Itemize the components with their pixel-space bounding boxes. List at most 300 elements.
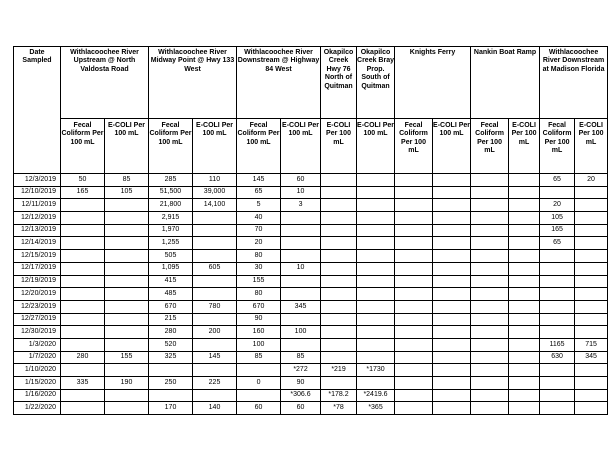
value-cell — [281, 275, 321, 288]
value-cell: 670 — [237, 300, 281, 313]
sampling-results-table — [13, 46, 608, 415]
value-cell: 65 — [237, 186, 281, 199]
value-cell: 280 — [149, 326, 193, 339]
value-cell: 1,970 — [149, 224, 193, 237]
table-row — [14, 186, 608, 199]
value-cell — [433, 199, 471, 212]
value-cell — [105, 326, 149, 339]
value-cell — [433, 237, 471, 250]
value-cell — [509, 174, 540, 187]
value-cell — [471, 313, 509, 326]
value-cell — [395, 212, 433, 225]
value-cell — [61, 364, 105, 377]
value-cell — [575, 326, 608, 339]
value-cell: *306.6 — [281, 389, 321, 402]
value-cell — [193, 364, 237, 377]
value-cell: 145 — [237, 174, 281, 187]
value-cell — [540, 364, 575, 377]
value-cell — [357, 288, 395, 301]
value-cell — [433, 262, 471, 275]
value-cell — [509, 237, 540, 250]
site-header-north-valdosta: Withlacoochee River Upstream @ North Valdosta Road — [61, 47, 149, 119]
value-cell — [540, 402, 575, 415]
value-cell — [61, 338, 105, 351]
value-cell — [575, 262, 608, 275]
date-cell: 12/12/2019 — [14, 212, 61, 225]
value-cell — [575, 186, 608, 199]
table-row — [14, 237, 608, 250]
value-cell — [575, 275, 608, 288]
value-cell — [575, 288, 608, 301]
value-cell: 20 — [540, 199, 575, 212]
value-cell — [357, 377, 395, 390]
date-cell: 12/10/2019 — [14, 186, 61, 199]
value-cell — [509, 402, 540, 415]
value-cell: 5 — [237, 199, 281, 212]
value-cell — [433, 338, 471, 351]
value-cell — [321, 300, 357, 313]
value-cell — [357, 237, 395, 250]
value-cell: 140 — [193, 402, 237, 415]
value-cell — [471, 377, 509, 390]
value-cell — [471, 212, 509, 225]
date-cell: 1/7/2020 — [14, 351, 61, 364]
value-cell — [395, 326, 433, 339]
date-cell: 12/17/2019 — [14, 262, 61, 275]
value-cell: 110 — [193, 174, 237, 187]
value-cell — [105, 288, 149, 301]
value-cell — [281, 338, 321, 351]
value-cell — [105, 313, 149, 326]
value-cell — [509, 262, 540, 275]
value-cell — [357, 224, 395, 237]
value-cell — [321, 262, 357, 275]
value-cell — [471, 199, 509, 212]
table-row — [14, 288, 608, 301]
value-cell — [105, 402, 149, 415]
value-cell — [575, 389, 608, 402]
value-cell — [321, 288, 357, 301]
value-cell — [433, 377, 471, 390]
measure-header: Fecal Coliform Per 100 mL — [61, 119, 105, 174]
value-cell: 215 — [149, 313, 193, 326]
value-cell: *272 — [281, 364, 321, 377]
value-cell — [357, 300, 395, 313]
value-cell: 10 — [281, 262, 321, 275]
value-cell — [395, 224, 433, 237]
value-cell — [321, 212, 357, 225]
value-cell — [575, 364, 608, 377]
value-cell — [281, 224, 321, 237]
date-cell: 1/10/2020 — [14, 364, 61, 377]
value-cell — [395, 364, 433, 377]
value-cell — [471, 288, 509, 301]
value-cell: 630 — [540, 351, 575, 364]
table-row — [14, 300, 608, 313]
value-cell — [193, 250, 237, 263]
measure-header: E-COLI Per 100 mL — [509, 119, 540, 174]
measure-header: E-COLI Per 100 mL — [281, 119, 321, 174]
measure-header: Fecal Coliform Per 100 mL — [237, 119, 281, 174]
measure-header: Fecal Coliform Per 100 mL — [149, 119, 193, 174]
value-cell — [395, 338, 433, 351]
value-cell — [540, 250, 575, 263]
site-header-okapilco-hwy-76: Okapilco Creek Hwy 76 North of Quitman — [321, 47, 357, 119]
value-cell: 190 — [105, 377, 149, 390]
date-cell: 1/16/2020 — [14, 389, 61, 402]
value-cell — [321, 224, 357, 237]
value-cell — [433, 402, 471, 415]
value-cell — [105, 275, 149, 288]
value-cell: 85 — [237, 351, 281, 364]
value-cell — [357, 250, 395, 263]
value-cell — [193, 275, 237, 288]
value-cell — [509, 250, 540, 263]
value-cell — [433, 364, 471, 377]
value-cell — [193, 224, 237, 237]
table-row — [14, 377, 608, 390]
value-cell — [105, 224, 149, 237]
value-cell: 90 — [237, 313, 281, 326]
value-cell — [509, 326, 540, 339]
value-cell — [61, 199, 105, 212]
value-cell — [575, 212, 608, 225]
value-cell: 85 — [105, 174, 149, 187]
value-cell: 1,255 — [149, 237, 193, 250]
value-cell — [395, 186, 433, 199]
value-cell: 1,095 — [149, 262, 193, 275]
value-cell — [433, 212, 471, 225]
value-cell — [540, 326, 575, 339]
value-cell — [540, 275, 575, 288]
value-cell — [471, 351, 509, 364]
date-cell: 1/22/2020 — [14, 402, 61, 415]
value-cell — [433, 389, 471, 402]
value-cell: 80 — [237, 288, 281, 301]
site-header-knights-ferry: Knights Ferry — [395, 47, 471, 119]
value-cell — [471, 237, 509, 250]
table-row — [14, 326, 608, 339]
value-cell — [395, 402, 433, 415]
date-cell: 12/27/2019 — [14, 313, 61, 326]
value-cell: *219 — [321, 364, 357, 377]
value-cell: 51,500 — [149, 186, 193, 199]
value-cell — [575, 237, 608, 250]
value-cell — [471, 402, 509, 415]
value-cell: 40 — [237, 212, 281, 225]
value-cell: 225 — [193, 377, 237, 390]
table-row — [14, 313, 608, 326]
value-cell: 345 — [281, 300, 321, 313]
value-cell: 60 — [281, 402, 321, 415]
value-cell — [357, 174, 395, 187]
value-cell — [433, 224, 471, 237]
table-row — [14, 351, 608, 364]
site-header-nankin-boat-ramp: Nankin Boat Ramp — [471, 47, 540, 119]
site-header-highway-84: Withlacoochee River Downstream @ Highway 84 West — [237, 47, 321, 119]
value-cell — [357, 326, 395, 339]
value-cell — [105, 262, 149, 275]
value-cell — [433, 250, 471, 263]
value-cell — [395, 174, 433, 187]
table-row — [14, 224, 608, 237]
value-cell — [433, 313, 471, 326]
value-cell: 0 — [237, 377, 281, 390]
sampling-results-sheet — [13, 46, 608, 415]
value-cell — [61, 326, 105, 339]
date-cell: 12/23/2019 — [14, 300, 61, 313]
value-cell — [509, 389, 540, 402]
value-cell — [357, 199, 395, 212]
date-column-header: Date Sampled — [14, 47, 61, 174]
value-cell: 170 — [149, 402, 193, 415]
value-cell: 145 — [193, 351, 237, 364]
measure-header: E-COLI Per 100 mL — [321, 119, 357, 174]
value-cell: *2419.6 — [357, 389, 395, 402]
value-cell — [281, 288, 321, 301]
value-cell — [61, 262, 105, 275]
value-cell — [61, 402, 105, 415]
value-cell: 21,800 — [149, 199, 193, 212]
value-cell — [471, 389, 509, 402]
value-cell: 165 — [61, 186, 105, 199]
value-cell: *178.2 — [321, 389, 357, 402]
value-cell — [509, 212, 540, 225]
value-cell — [193, 313, 237, 326]
value-cell — [237, 389, 281, 402]
date-cell: 12/15/2019 — [14, 250, 61, 263]
value-cell — [395, 288, 433, 301]
value-cell: 165 — [540, 224, 575, 237]
value-cell — [321, 199, 357, 212]
value-cell: 155 — [237, 275, 281, 288]
value-cell — [237, 364, 281, 377]
value-cell — [357, 338, 395, 351]
value-cell — [471, 275, 509, 288]
value-cell — [61, 313, 105, 326]
value-cell — [395, 250, 433, 263]
measure-header: Fecal Coliform Per 100 mL — [395, 119, 433, 174]
value-cell: 14,100 — [193, 199, 237, 212]
table-row — [14, 389, 608, 402]
value-cell: 65 — [540, 174, 575, 187]
value-cell — [149, 389, 193, 402]
value-cell — [105, 338, 149, 351]
value-cell — [540, 186, 575, 199]
value-cell — [575, 224, 608, 237]
table-row — [14, 364, 608, 377]
value-cell — [395, 199, 433, 212]
value-cell: 100 — [281, 326, 321, 339]
value-cell — [61, 250, 105, 263]
value-cell — [540, 313, 575, 326]
value-cell — [105, 250, 149, 263]
value-cell: 105 — [540, 212, 575, 225]
value-cell — [321, 250, 357, 263]
date-cell: 1/15/2020 — [14, 377, 61, 390]
table-row — [14, 199, 608, 212]
value-cell: 105 — [105, 186, 149, 199]
value-cell — [471, 186, 509, 199]
value-cell: 155 — [105, 351, 149, 364]
value-cell — [105, 212, 149, 225]
value-cell — [471, 326, 509, 339]
value-cell — [193, 288, 237, 301]
value-cell — [540, 300, 575, 313]
value-cell — [575, 402, 608, 415]
table-row — [14, 402, 608, 415]
value-cell — [281, 313, 321, 326]
value-cell: 780 — [193, 300, 237, 313]
value-cell — [61, 275, 105, 288]
value-cell: *1730 — [357, 364, 395, 377]
value-cell — [357, 313, 395, 326]
value-cell — [61, 288, 105, 301]
value-cell: 70 — [237, 224, 281, 237]
table-row — [14, 174, 608, 187]
measure-header: E-COLI Per 100 mL — [575, 119, 608, 174]
date-cell: 1/3/2020 — [14, 338, 61, 351]
value-cell — [281, 212, 321, 225]
measure-header: Fecal Coliform Per 100 mL — [540, 119, 575, 174]
value-cell — [395, 377, 433, 390]
site-header-madison-florida: Withlacoochee River Downstream at Madison Florida — [540, 47, 608, 119]
value-cell — [575, 199, 608, 212]
value-cell — [61, 224, 105, 237]
value-cell — [433, 288, 471, 301]
value-cell: 160 — [237, 326, 281, 339]
value-cell — [509, 364, 540, 377]
value-cell — [575, 313, 608, 326]
value-cell — [509, 186, 540, 199]
value-cell: 520 — [149, 338, 193, 351]
value-cell — [105, 389, 149, 402]
site-header-row — [14, 47, 608, 119]
value-cell — [509, 377, 540, 390]
value-cell: 3 — [281, 199, 321, 212]
value-cell — [193, 338, 237, 351]
measure-header: E-COLI Per 100 mL — [433, 119, 471, 174]
value-cell: 85 — [281, 351, 321, 364]
site-header-hwy-133: Withlacoochee River Midway Point @ Hwy 133 West — [149, 47, 237, 119]
table-row — [14, 262, 608, 275]
table-row — [14, 212, 608, 225]
value-cell: *78 — [321, 402, 357, 415]
value-cell — [321, 313, 357, 326]
value-cell — [193, 212, 237, 225]
value-cell — [105, 237, 149, 250]
measure-header: Fecal Coliform Per 100 mL — [471, 119, 509, 174]
value-cell — [540, 262, 575, 275]
value-cell — [321, 186, 357, 199]
value-cell — [509, 338, 540, 351]
value-cell — [395, 313, 433, 326]
value-cell: 20 — [237, 237, 281, 250]
value-cell — [105, 199, 149, 212]
value-cell — [357, 262, 395, 275]
value-cell — [395, 300, 433, 313]
date-cell: 12/13/2019 — [14, 224, 61, 237]
site-header-okapilco-bray: Okapilco Creek Bray Prop. South of Quitman — [357, 47, 395, 119]
value-cell — [321, 377, 357, 390]
value-cell — [61, 212, 105, 225]
value-cell: 285 — [149, 174, 193, 187]
value-cell: 60 — [281, 174, 321, 187]
value-cell: 39,000 — [193, 186, 237, 199]
value-cell: *365 — [357, 402, 395, 415]
value-cell — [357, 212, 395, 225]
date-cell: 12/11/2019 — [14, 199, 61, 212]
value-cell: 280 — [61, 351, 105, 364]
value-cell — [193, 237, 237, 250]
value-cell — [61, 389, 105, 402]
value-cell — [471, 250, 509, 263]
table-row — [14, 250, 608, 263]
value-cell — [509, 288, 540, 301]
value-cell: 60 — [237, 402, 281, 415]
value-cell — [149, 364, 193, 377]
value-cell — [575, 300, 608, 313]
value-cell: 335 — [61, 377, 105, 390]
value-cell — [193, 389, 237, 402]
value-cell: 250 — [149, 377, 193, 390]
value-cell — [321, 338, 357, 351]
value-cell — [321, 275, 357, 288]
value-cell — [471, 174, 509, 187]
date-cell: 12/20/2019 — [14, 288, 61, 301]
value-cell — [471, 364, 509, 377]
value-cell: 30 — [237, 262, 281, 275]
value-cell: 65 — [540, 237, 575, 250]
value-cell: 670 — [149, 300, 193, 313]
value-cell — [433, 275, 471, 288]
value-cell — [509, 300, 540, 313]
value-cell — [433, 351, 471, 364]
value-cell — [357, 351, 395, 364]
value-cell — [433, 186, 471, 199]
value-cell: 415 — [149, 275, 193, 288]
value-cell — [281, 250, 321, 263]
value-cell: 80 — [237, 250, 281, 263]
value-cell — [61, 300, 105, 313]
value-cell — [509, 224, 540, 237]
measure-header: E-COLI Per 100 mL — [193, 119, 237, 174]
value-cell — [395, 262, 433, 275]
value-cell: 20 — [575, 174, 608, 187]
value-cell: 1165 — [540, 338, 575, 351]
value-cell — [105, 300, 149, 313]
date-cell: 12/30/2019 — [14, 326, 61, 339]
value-cell — [471, 262, 509, 275]
value-cell — [509, 199, 540, 212]
value-cell: 485 — [149, 288, 193, 301]
date-cell: 12/19/2019 — [14, 275, 61, 288]
value-cell — [540, 288, 575, 301]
value-cell — [321, 326, 357, 339]
measure-header-row — [14, 119, 608, 174]
value-cell: 325 — [149, 351, 193, 364]
measure-header: E-COLI Per 100 mL — [357, 119, 395, 174]
value-cell — [395, 275, 433, 288]
value-cell — [61, 237, 105, 250]
value-cell — [321, 351, 357, 364]
value-cell: 100 — [237, 338, 281, 351]
value-cell — [105, 364, 149, 377]
date-cell: 12/14/2019 — [14, 237, 61, 250]
value-cell — [395, 351, 433, 364]
value-cell — [471, 338, 509, 351]
value-cell — [357, 186, 395, 199]
